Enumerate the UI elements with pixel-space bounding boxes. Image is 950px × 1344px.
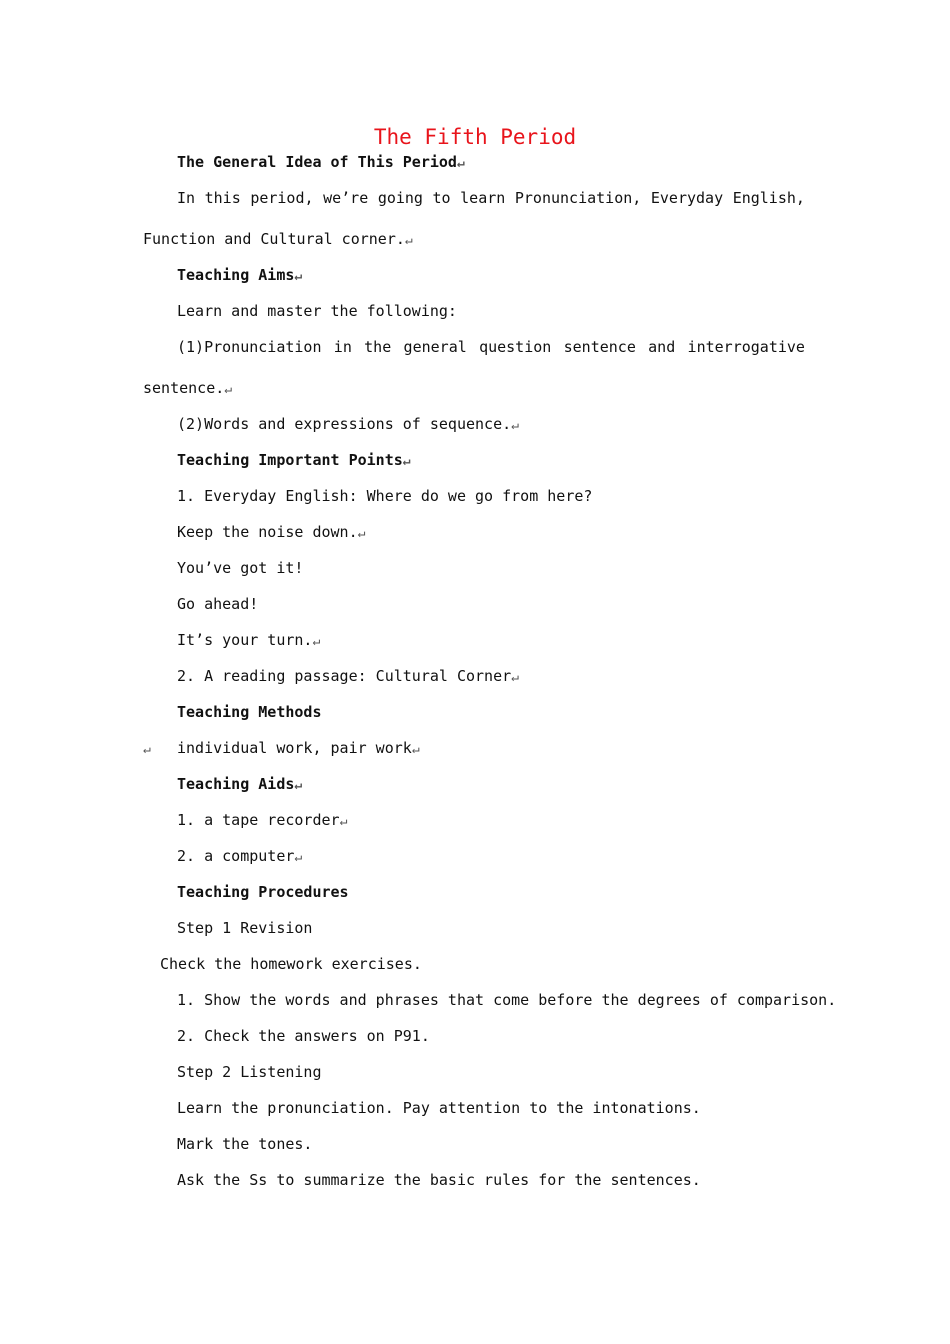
step-1-title: Step 1 Revision	[177, 919, 313, 937]
word: question	[479, 338, 552, 356]
heading-important-points: Teaching Important Points↵	[177, 451, 411, 469]
aim-1-line2: sentence.↵	[143, 379, 233, 397]
paragraph-mark-icon: ↵	[143, 742, 151, 757]
paragraph-mark-icon: ↵	[511, 670, 519, 685]
paragraph-mark-icon: ↵	[224, 382, 233, 397]
paragraph-mark-icon: ↵	[294, 269, 303, 284]
aim-1-line1	[177, 337, 805, 357]
aim-2: (2)Words and expressions of sequence.↵	[177, 415, 519, 433]
word: English,	[732, 189, 805, 207]
word: In	[177, 189, 196, 207]
step-1-check: Check the homework exercises.	[160, 955, 422, 973]
word: Everyday	[650, 189, 724, 207]
paragraph-intro-line1	[177, 188, 805, 208]
heading-general-idea: The General Idea of This Period↵	[177, 153, 465, 171]
point-2: 2. A reading passage: Cultural Corner↵	[177, 667, 519, 685]
paragraph-mark-icon: ↵	[402, 454, 411, 469]
word: and	[648, 338, 676, 356]
point-1-got-it: You’ve got it!	[177, 559, 304, 577]
heading-teaching-methods: Teaching Methods	[177, 703, 322, 721]
paragraph-mark-icon: ↵	[294, 850, 303, 865]
aid-2: 2. a computer↵	[177, 847, 303, 865]
paragraph-mark-icon: ↵	[456, 156, 465, 171]
step-2-mark: Mark the tones.	[177, 1135, 313, 1153]
step-1-item-2: 2. Check the answers on P91.	[177, 1027, 430, 1045]
heading-teaching-aims: Teaching Aims↵	[177, 266, 303, 284]
point-1: 1. Everyday English: Where do we go from here?	[177, 487, 593, 505]
step-1-item-1: 1. Show the words and phrases that come before the degrees of comparison.	[177, 991, 837, 1009]
heading-teaching-procedures: Teaching Procedures	[177, 883, 349, 901]
step-2-title: Step 2 Listening	[177, 1063, 322, 1081]
point-1-your-turn: It’s your turn.↵	[177, 631, 321, 649]
word: general	[403, 338, 467, 356]
heading-teaching-aids: Teaching Aids↵	[177, 775, 303, 793]
paragraph-mark-icon: ↵	[411, 742, 420, 757]
paragraph-mark-icon: ↵	[511, 418, 519, 433]
word: (1)Pronunciation	[177, 338, 322, 356]
paragraph-learn-master: Learn and master the following:	[177, 302, 457, 320]
word: going	[377, 189, 423, 207]
word: Pronunciation,	[514, 189, 642, 207]
paragraph-mark-icon: ↵	[339, 814, 348, 829]
word: learn	[460, 189, 506, 207]
word: the	[364, 338, 392, 356]
step-2-learn: Learn the pronunciation. Pay attention to the intonations.	[177, 1099, 701, 1117]
paragraph-mark-icon: ↵	[312, 634, 321, 649]
step-2-summarize: Ask the Ss to summarize the basic rules for the sentences.	[177, 1171, 701, 1189]
point-1-go-ahead: Go ahead!	[177, 595, 259, 613]
paragraph-mark-icon: ↵	[404, 233, 413, 248]
word: in	[333, 338, 352, 356]
word: interrogative	[687, 338, 805, 356]
paragraph-intro-line2: Function and Cultural corner.↵	[143, 230, 413, 248]
word: to	[432, 189, 451, 207]
word: sentence	[563, 338, 636, 356]
word: period,	[250, 189, 314, 207]
methods-text: individual work, pair work↵	[177, 739, 420, 757]
paragraph-mark-icon: ↵	[357, 526, 366, 541]
word: we’re	[323, 189, 369, 207]
point-1-noise: Keep the noise down.↵	[177, 523, 366, 541]
aid-1: 1. a tape recorder↵	[177, 811, 348, 829]
document-title: The Fifth Period	[373, 125, 577, 149]
word: this	[204, 189, 241, 207]
paragraph-mark-icon: ↵	[294, 778, 303, 793]
